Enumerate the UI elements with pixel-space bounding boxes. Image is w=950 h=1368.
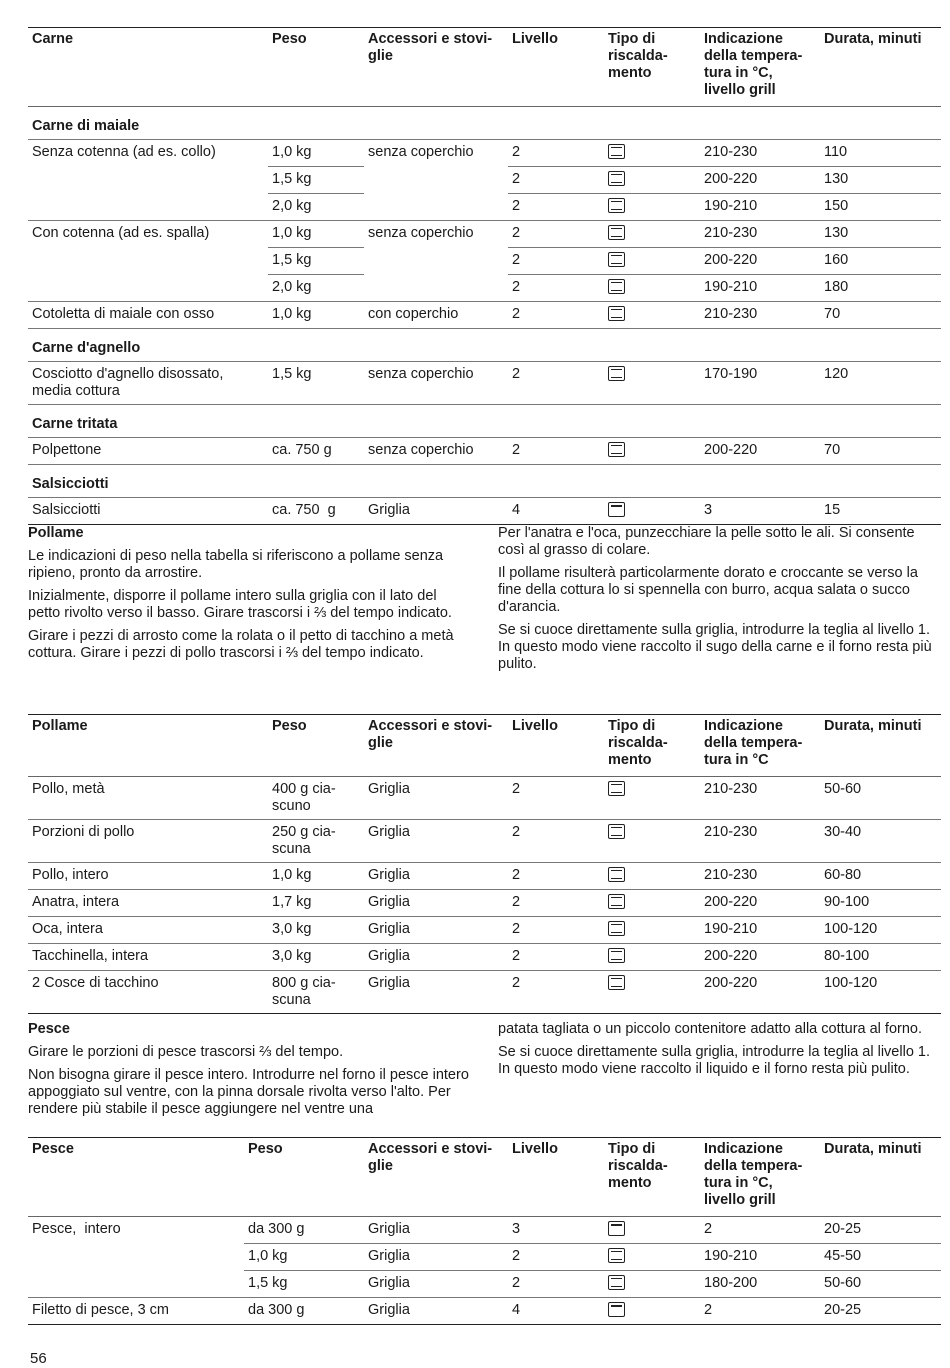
section-title: Carne di maiale [28,107,941,140]
cell-accessory [364,194,508,221]
section-title: Salsicciotti [28,465,941,498]
grill-icon [608,502,625,517]
cell-weight: 3,0 kg [268,917,364,944]
table-row [28,1271,941,1298]
cell-temp: 200-220 [700,438,820,465]
table-row [28,1298,941,1325]
paragraph: Se si cuoce direttamente sulla griglia, introdurre la teglia al livello 1. In questo modo viene raccolto il liquido e il forno resta più pulito. [498,1044,930,1077]
table-row [28,863,941,890]
cell-heating [604,362,700,405]
top-bottom-heat-icon [608,171,625,186]
cell-heating [604,944,700,971]
cell-accessory: senza coperchio [364,362,508,405]
cell-heating [604,302,700,329]
header-cell: Pollame [28,715,268,777]
cell-heating [604,140,700,167]
cell-weight: ca. 750 g [268,498,364,525]
section-row [28,465,941,498]
cell-heating [604,917,700,944]
cell-weight: 1,7 kg [268,890,364,917]
header-cell: Peso [244,1138,364,1217]
cell-temp: 170-190 [700,362,820,405]
cell-level: 2 [508,820,604,863]
section-row [28,405,941,438]
header-cell: Livello [508,28,604,107]
section-title: Carne tritata [28,405,941,438]
grill-icon [608,1302,625,1317]
section-heading: Pesce [28,1021,70,1037]
cell-name: Pollo, metà [28,777,268,820]
cell-name: Polpettone [28,438,268,465]
cell-accessory: Griglia [364,777,508,820]
table-row [28,944,941,971]
paragraph: Girare i pezzi di arrosto come la rolata o il petto di tacchino a metà cottura. Girare i pezzi di pollo trascorsi i ⅔ del tempo indicato. [28,628,454,661]
cell-heating [604,971,700,1014]
cell-name [28,1244,244,1271]
cell-duration: 50-60 [820,1271,941,1298]
cell-accessory: Griglia [364,863,508,890]
section-row [28,107,941,140]
section-row [28,329,941,362]
cell-name [28,194,268,221]
top-bottom-heat-icon [608,1275,625,1290]
cell-name: Oca, intera [28,917,268,944]
table-row [28,438,941,465]
table-row [28,302,941,329]
header-cell: Livello [508,715,604,777]
cell-temp: 190-210 [700,194,820,221]
fish-intro-left [28,1021,470,1124]
top-bottom-heat-icon [608,279,625,294]
cell-level: 2 [508,1271,604,1298]
cell-heating [604,1244,700,1271]
cell-name [28,1271,244,1298]
cell-name: Tacchinella, intera [28,944,268,971]
cell-level: 2 [508,890,604,917]
cell-accessory: senza coperchio [364,438,508,465]
cell-weight: da 300 g [244,1298,364,1325]
cell-accessory: senza coperchio [368,144,474,160]
cell-weight: 1,5 kg [268,248,364,275]
cell-temp: 210-230 [700,302,820,329]
cell-duration: 70 [820,302,941,329]
cell-accessory: Griglia [364,820,508,863]
cell-heating [604,1271,700,1298]
cell-weight: 1,0 kg [268,140,364,167]
cell-level: 2 [508,140,604,167]
table-row [28,362,941,405]
cell-heating [604,438,700,465]
cell-heating [604,1217,700,1244]
cell-temp: 190-210 [700,275,820,302]
top-bottom-heat-icon [608,921,625,936]
header-cell: Indicazione della tempera-tura in °C, livello grill [700,1138,820,1217]
cell-temp: 210-230 [700,863,820,890]
cell-accessory: Griglia [364,1217,508,1244]
cell-temp: 200-220 [700,944,820,971]
header-cell: Accessori e stovi-glie [364,715,508,777]
table-row [28,1217,941,1244]
cell-level: 2 [508,167,604,194]
cell-duration: 130 [820,167,941,194]
poultry-table [28,714,941,1014]
cell-heating [604,221,700,248]
cell-name [28,248,268,275]
top-bottom-heat-icon [608,781,625,796]
table-row [28,971,941,1014]
cell-duration: 60-80 [820,863,941,890]
table-row [28,275,941,302]
paragraph: Per l'anatra e l'oca, punzecchiare la pelle sotto le ali. Si consente così al grasso di colare. [498,525,915,558]
cell-heating [604,167,700,194]
cell-accessory: Griglia [364,1244,508,1271]
cell-weight: 1,5 kg [268,362,364,405]
cell-name: Filetto di pesce, 3 cm [28,1298,244,1325]
table-row [28,167,941,194]
cell-level: 4 [508,1298,604,1325]
cell-level: 2 [508,362,604,405]
header-cell: Tipo di riscalda-mento [604,715,700,777]
section-heading: Pollame [28,525,84,541]
cell-level: 2 [508,438,604,465]
top-bottom-heat-icon [608,975,625,990]
header-cell: Carne [28,28,268,107]
cell-weight: 1,0 kg [244,1244,364,1271]
cell-duration: 180 [820,275,941,302]
cell-name: Cotoletta di maiale con osso [28,302,268,329]
cell-accessory: Griglia [364,971,508,1014]
cell-duration: 30-40 [820,820,941,863]
cell-temp: 210-230 [700,820,820,863]
cell-accessory: Griglia [364,1271,508,1298]
cell-duration: 70 [820,438,941,465]
top-bottom-heat-icon [608,442,625,457]
cell-duration: 150 [820,194,941,221]
cell-accessory: Griglia [364,890,508,917]
cell-temp: 190-210 [700,1244,820,1271]
cell-name: Pesce, intero [32,1221,121,1237]
cell-temp: 210-230 [700,777,820,820]
cell-level: 2 [508,971,604,1014]
cell-name: Cosciotto d'agnello disossato, media cottura [28,362,268,405]
table-row [28,890,941,917]
paragraph: Il pollame risulterà particolarmente dorato e croccante se verso la fine della cottura lo si spennella con burro, acqua salata o succo d'arancia. [498,565,918,615]
table-row [28,194,941,221]
cell-duration: 20-25 [820,1298,941,1325]
cell-heating [604,777,700,820]
cell-duration: 110 [820,140,941,167]
top-bottom-heat-icon [608,824,625,839]
header-cell: Peso [268,715,364,777]
cell-duration: 100-120 [820,971,941,1014]
header-cell: Tipo di riscalda-mento [604,1138,700,1217]
cell-accessory: senza coperchio [368,225,474,241]
cell-heating [604,820,700,863]
cell-accessory: Griglia [364,1298,508,1325]
grill-icon [608,1221,625,1236]
cell-weight: 1,5 kg [244,1271,364,1298]
header-cell: Pesce [28,1138,244,1217]
cell-temp: 200-220 [700,971,820,1014]
header-cell: Livello [508,1138,604,1217]
cell-duration: 80-100 [820,944,941,971]
cell-temp: 3 [700,498,820,525]
section-title: Carne d'agnello [28,329,941,362]
cell-temp: 2 [700,1298,820,1325]
cell-level: 2 [508,1244,604,1271]
cell-name: Porzioni di pollo [28,820,268,863]
cell-duration: 160 [820,248,941,275]
table-header-row [28,28,941,107]
cell-weight: 1,0 kg [268,221,364,248]
cell-name: 2 Cosce di tacchino [28,971,268,1014]
cell-accessory [364,248,508,275]
top-bottom-heat-icon [608,1248,625,1263]
cell-weight: 1,0 kg [268,863,364,890]
header-cell: Indicazione della tempera-tura in °C, livello grill [700,28,820,107]
cell-temp: 210-230 [700,221,820,248]
poultry-intro-right [498,525,943,679]
header-cell: Accessori e stovi-glie [364,1138,508,1217]
cell-name: Senza cotenna (ad es. collo) [32,144,216,160]
header-cell: Tipo di riscalda-mento [604,28,700,107]
header-cell: Peso [268,28,364,107]
cell-level: 2 [508,275,604,302]
top-bottom-heat-icon [608,894,625,909]
cell-duration: 15 [820,498,941,525]
cell-temp: 190-210 [700,917,820,944]
cell-duration: 20-25 [820,1217,941,1244]
cell-level: 2 [508,194,604,221]
table-row [28,1244,941,1271]
poultry-intro-left [28,525,470,668]
top-bottom-heat-icon [608,252,625,267]
top-bottom-heat-icon [608,198,625,213]
cell-name: Pollo, intero [28,863,268,890]
table-header-row [28,715,941,777]
cell-heating [604,863,700,890]
cell-level: 2 [508,917,604,944]
cell-accessory: con coperchio [364,302,508,329]
fish-intro-right [498,1021,943,1084]
header-cell: Indicazione della tempera-tura in °C [700,715,820,777]
table-row [28,777,941,820]
cell-temp: 210-230 [700,140,820,167]
cell-temp: 2 [700,1217,820,1244]
cell-duration: 120 [820,362,941,405]
page-number: 56 [30,1350,47,1367]
header-cell: Durata, minuti [820,1138,941,1217]
top-bottom-heat-icon [608,867,625,882]
cell-weight: 250 g cia-scuna [268,820,364,863]
cell-weight: 1,5 kg [268,167,364,194]
cell-accessory: Griglia [364,498,508,525]
cell-heating [604,275,700,302]
cell-accessory [364,167,508,194]
table-row [28,498,941,525]
cell-name [28,167,268,194]
header-cell: Accessori e stovi-glie [364,28,508,107]
top-bottom-heat-icon [608,366,625,381]
cell-duration: 100-120 [820,917,941,944]
header-cell: Durata, minuti [820,715,941,777]
meat-table [28,27,941,525]
cell-name: Anatra, intera [28,890,268,917]
cell-duration: 50-60 [820,777,941,820]
table-row [28,917,941,944]
cell-duration: 130 [820,221,941,248]
cell-name: Con cotenna (ad es. spalla) [32,225,210,241]
cell-temp: 200-220 [700,248,820,275]
cell-accessory: Griglia [364,917,508,944]
paragraph: Se si cuoce direttamente sulla griglia, introdurre la teglia al livello 1. In questo modo viene raccolto il sugo della carne e il forno resta più pulito. [498,622,932,672]
cell-duration: 90-100 [820,890,941,917]
paragraph: Non bisogna girare il pesce intero. Introdurre nel forno il pesce intero appoggiato sul ventre, con la pinna dorsale rivolta verso l'alto. Per rendere più stabile il pesce aggiungere nel ventre una [28,1067,469,1117]
cell-level: 2 [508,863,604,890]
cell-weight: 3,0 kg [268,944,364,971]
table-row [28,221,941,248]
cell-level: 4 [508,498,604,525]
cell-duration: 45-50 [820,1244,941,1271]
cell-heating [604,890,700,917]
cell-heating [604,194,700,221]
cell-heating [604,498,700,525]
table-row [28,140,941,167]
table-row [28,820,941,863]
paragraph: Girare le porzioni di pesce trascorsi ⅔ del tempo. [28,1044,344,1060]
cell-weight: ca. 750 g [268,438,364,465]
paragraph: Le indicazioni di peso nella tabella si riferiscono a pollame senza ripieno, pronto da arrostire. [28,548,444,581]
cell-level: 2 [508,302,604,329]
cell-temp: 180-200 [700,1271,820,1298]
cell-weight: 800 g cia-scuna [268,971,364,1014]
cell-accessory: Griglia [364,944,508,971]
table-row [28,248,941,275]
cell-weight: da 300 g [244,1217,364,1244]
cell-weight: 2,0 kg [268,194,364,221]
top-bottom-heat-icon [608,306,625,321]
top-bottom-heat-icon [608,144,625,159]
cell-level: 2 [508,248,604,275]
top-bottom-heat-icon [608,948,625,963]
cell-name [28,275,268,302]
cell-level: 2 [508,221,604,248]
cell-level: 2 [508,777,604,820]
cell-heating [604,1298,700,1325]
paragraph: Inizialmente, disporre il pollame intero sulla griglia con il lato del petto rivolto verso il basso. Girare trascorsi i ⅔ del tempo indicato. [28,588,452,621]
fish-table [28,1137,941,1325]
cell-weight: 1,0 kg [268,302,364,329]
cell-weight: 400 g cia-scuno [268,777,364,820]
cell-weight: 2,0 kg [268,275,364,302]
cell-temp: 200-220 [700,167,820,194]
top-bottom-heat-icon [608,225,625,240]
table-header-row [28,1138,941,1217]
cell-accessory [364,275,508,302]
paragraph: patata tagliata o un piccolo contenitore adatto alla cottura al forno. [498,1021,923,1037]
header-cell: Durata, minuti [820,28,941,107]
cell-level: 2 [508,944,604,971]
cell-temp: 200-220 [700,890,820,917]
cell-level: 3 [508,1217,604,1244]
cell-heating [604,248,700,275]
cell-name: Salsicciotti [28,498,268,525]
